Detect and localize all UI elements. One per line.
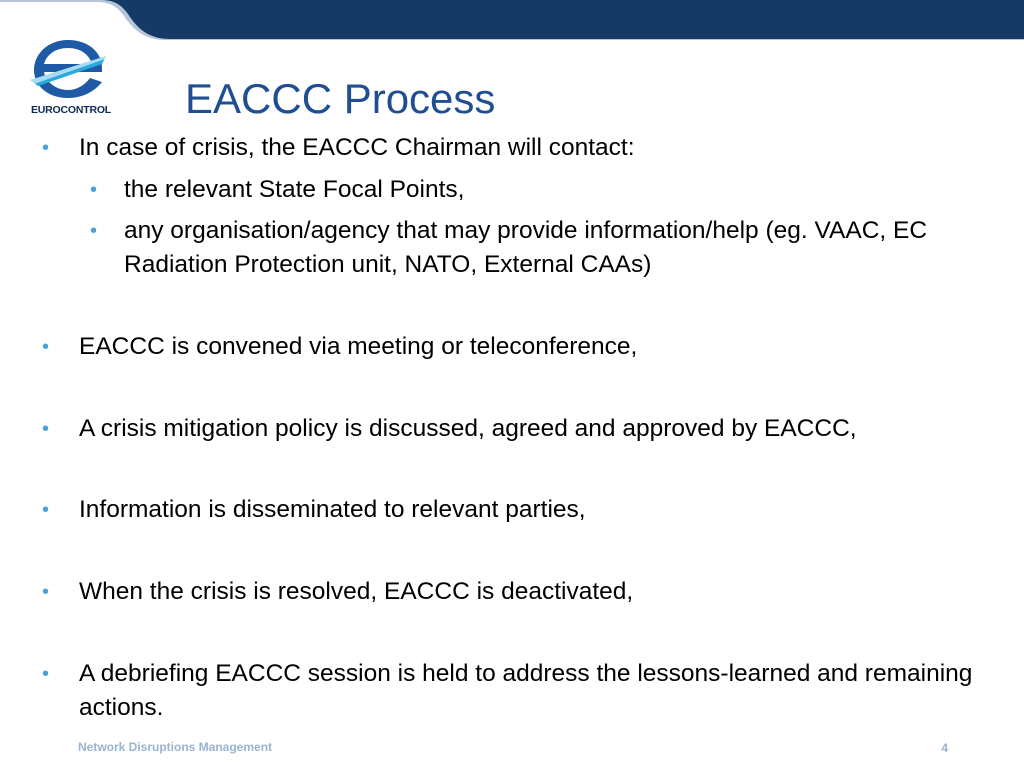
footer-title: Network Disruptions Management [78, 740, 273, 754]
bullet-text: any organisation/agency that may provide information/help (eg. VAAC, EC Radiation Protection unit, NATO, External CAAs) [124, 217, 928, 278]
bullet-dot-icon: • [90, 179, 98, 201]
bullet-item [42, 575, 1009, 609]
sub-bullet-item [90, 214, 984, 282]
bullet-text: the relevant State Focal Points, [124, 176, 465, 203]
bullet-dot-icon: • [42, 499, 50, 521]
bullet-text: EACCC is convened via meeting or teleconference, [79, 333, 638, 360]
bullet-text: In case of crisis, the EACCC Chairman will contact: [79, 134, 635, 161]
bullet-dot-icon: • [42, 663, 50, 685]
logo-text: EUROCONTROL [30, 104, 112, 116]
bullet-dot-icon: • [42, 137, 50, 159]
slide-title: EACCC Process [185, 75, 496, 122]
bullet-text: A crisis mitigation policy is discussed, agreed and approved by EACCC, [79, 415, 857, 442]
sub-bullet-item [90, 173, 984, 207]
bullet-dot-icon: • [42, 581, 50, 603]
bullet-dot-icon: • [90, 220, 98, 242]
bullet-text: A debriefing EACCC session is held to address the lessons-learned and remaining actions. [79, 660, 973, 721]
bullet-text: Information is disseminated to relevant parties, [79, 496, 586, 523]
bullet-item [42, 493, 1009, 527]
bullet-text: When the crisis is resolved, EACCC is deactivated, [79, 578, 634, 605]
bullet-dot-icon: • [42, 336, 50, 358]
bullet-dot-icon: • [42, 418, 50, 440]
top-banner [0, 0, 1024, 40]
page-number: 4 [941, 741, 948, 755]
bullet-item [42, 412, 1009, 446]
bullet-item [42, 131, 1009, 165]
bullet-item [42, 330, 1009, 364]
bullet-item [42, 657, 1009, 725]
eurocontrol-logo [22, 36, 120, 120]
eurocontrol-logo-icon [28, 36, 108, 102]
